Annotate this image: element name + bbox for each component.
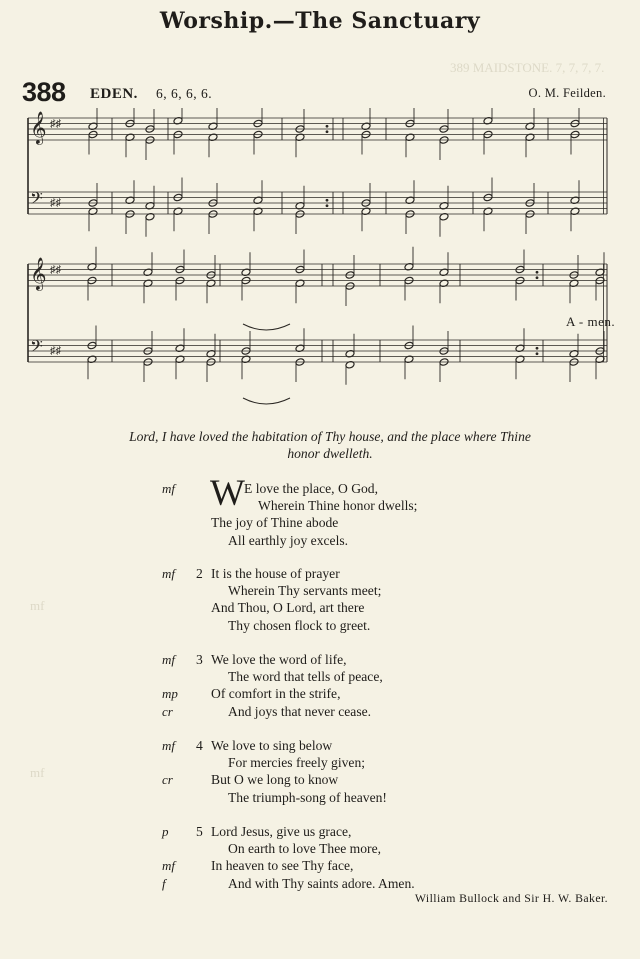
repeat-dot bbox=[536, 352, 539, 355]
verse-line: Wherein Thine honor dwells; bbox=[258, 498, 418, 514]
repeat-dot bbox=[536, 276, 539, 279]
verse-line: The joy of Thine abode bbox=[211, 515, 339, 531]
verse-number: 3 bbox=[196, 652, 203, 667]
treble-clef: 𝄞 bbox=[30, 257, 47, 290]
verse-line: Wherein Thy servants meet; bbox=[228, 583, 382, 599]
tune-name: EDEN. bbox=[90, 86, 138, 102]
composer: O. M. Feilden. bbox=[528, 86, 606, 100]
repeat-dot bbox=[326, 130, 329, 133]
running-title: Worship.—The Sanctuary bbox=[159, 8, 481, 34]
dynamic-marking: cr bbox=[162, 703, 173, 719]
amen-label: A - men. bbox=[566, 314, 616, 329]
key-signature: ♯♯ bbox=[50, 118, 61, 130]
verse-line: The triumph-song of heaven! bbox=[228, 789, 387, 805]
verse-number: 4 bbox=[196, 738, 203, 753]
verse-line: E love the place, O God, bbox=[244, 481, 379, 496]
verse-line: Of comfort in the strife, bbox=[211, 686, 341, 702]
bleed-through-text: mf bbox=[30, 765, 45, 780]
slur bbox=[243, 324, 290, 330]
slur bbox=[243, 398, 290, 404]
epigraph-line: honor dwelleth. bbox=[287, 446, 373, 461]
verse-line: It is the house of prayer bbox=[211, 566, 340, 581]
key-signature: ♯♯ bbox=[50, 264, 61, 276]
dynamic-marking: mf bbox=[162, 738, 175, 753]
hymn-header bbox=[22, 77, 612, 107]
bleed-through-text: 389 MAIDSTONE. 7, 7, 7, 7. bbox=[450, 60, 605, 75]
dynamic-marking: mf bbox=[162, 566, 175, 581]
epigraph-line: Lord, I have loved the habitation of Thy house, and the place where Thine bbox=[129, 429, 531, 444]
verse-line: In heaven to see Thy face, bbox=[211, 858, 354, 874]
bass-clef: 𝄢 bbox=[30, 336, 43, 360]
treble-clef: 𝄞 bbox=[30, 111, 47, 144]
dynamic-marking: f bbox=[162, 875, 166, 891]
bleed-through-text: mf bbox=[30, 598, 45, 613]
dynamic-marking: mp bbox=[162, 686, 178, 702]
dynamic-marking: mf bbox=[162, 858, 175, 874]
dynamic-marking: mf bbox=[162, 652, 175, 667]
verse-number: 2 bbox=[196, 566, 203, 581]
verse-line: For mercies freely given; bbox=[228, 755, 366, 771]
verse-line: On earth to love Thee more, bbox=[228, 841, 382, 857]
verse-line: We love the word of life, bbox=[211, 652, 347, 667]
verse-line: All earthly joy excels. bbox=[228, 532, 349, 548]
dynamic-marking: mf bbox=[162, 481, 175, 496]
verse-number: 5 bbox=[196, 824, 203, 839]
key-signature: ♯♯ bbox=[50, 197, 61, 209]
attribution: William Bullock and Sir H. W. Baker. bbox=[414, 891, 608, 905]
epigraph bbox=[60, 428, 600, 462]
verse-line: Lord Jesus, give us grace, bbox=[211, 824, 352, 839]
repeat-dot bbox=[326, 204, 329, 207]
verse-line: But O we long to know bbox=[211, 772, 339, 788]
verse-line: And with Thy saints adore. Amen. bbox=[228, 875, 415, 891]
verse-line: The word that tells of peace, bbox=[228, 669, 383, 685]
verse-line: We love to sing below bbox=[211, 738, 333, 753]
repeat-dot bbox=[326, 199, 329, 202]
verse-line: Thy chosen flock to greet. bbox=[228, 617, 371, 633]
key-signature: ♯♯ bbox=[50, 345, 61, 357]
verse-line: And Thou, O Lord, art there bbox=[211, 600, 365, 616]
dynamic-marking: p bbox=[162, 824, 169, 839]
repeat-dot bbox=[326, 125, 329, 128]
drop-cap: W bbox=[210, 473, 244, 514]
repeat-dot bbox=[536, 347, 539, 350]
bass-clef: 𝄢 bbox=[30, 188, 43, 212]
dynamic-marking: cr bbox=[162, 772, 173, 788]
music-score bbox=[0, 108, 640, 408]
meter: 6, 6, 6, 6. bbox=[156, 86, 213, 101]
repeat-dot bbox=[536, 271, 539, 274]
verse-line: And joys that never cease. bbox=[228, 703, 372, 719]
hymn-number: 388 bbox=[22, 77, 66, 107]
